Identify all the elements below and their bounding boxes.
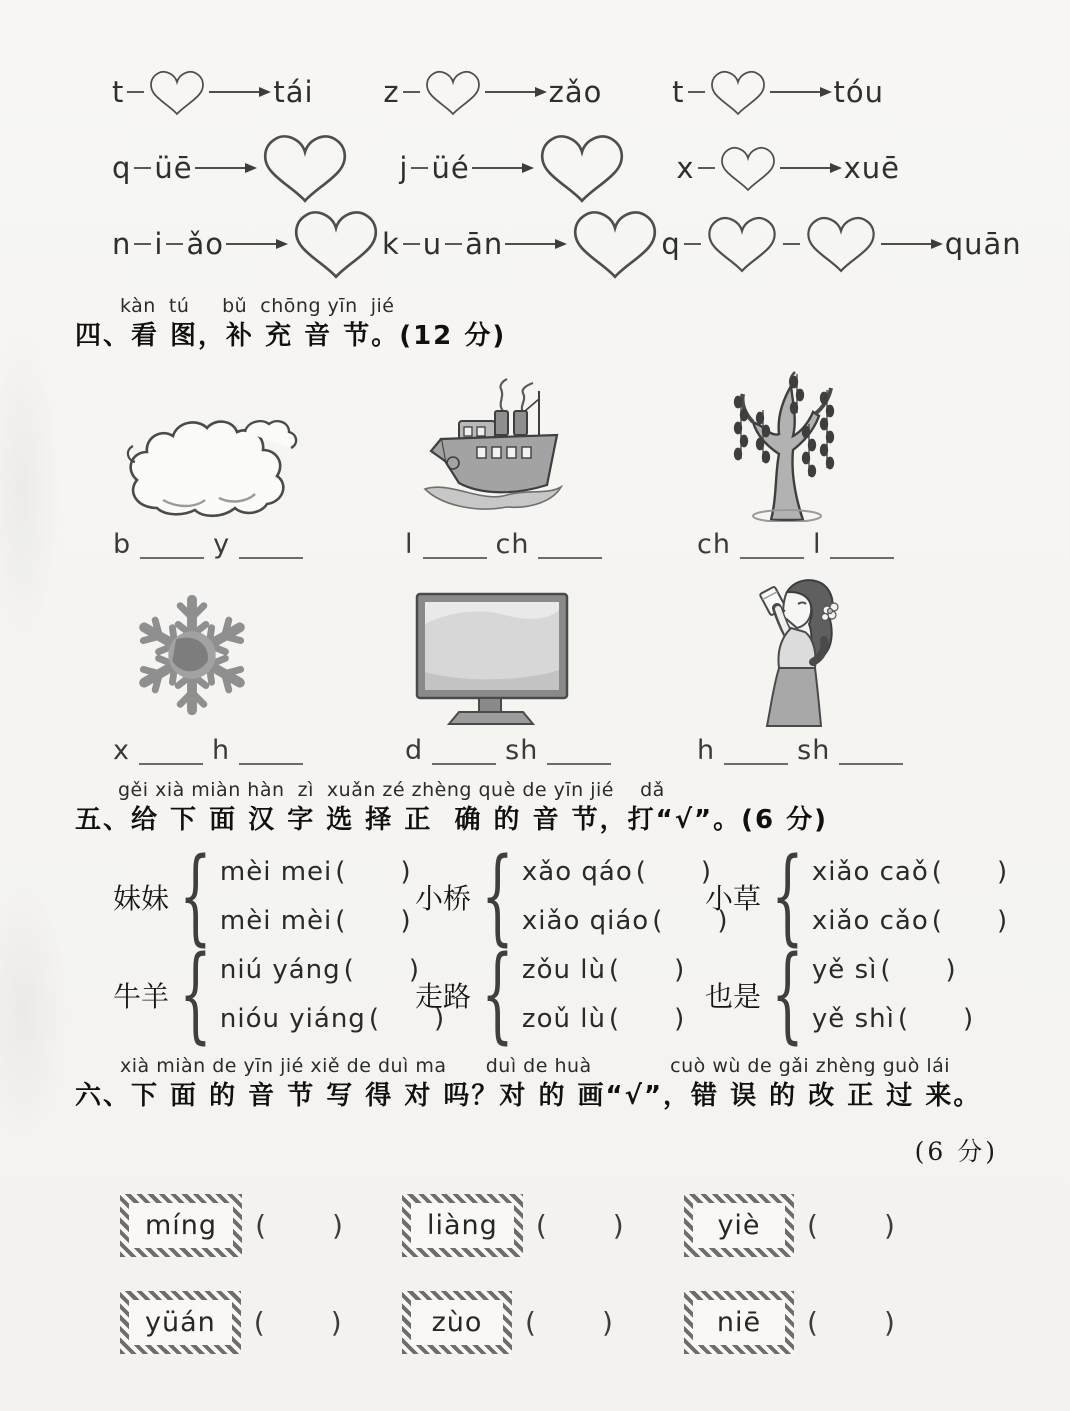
syllable-blank-line	[405, 734, 697, 768]
hanzi-word: 走路	[415, 979, 472, 1013]
arrow-icon	[226, 237, 288, 251]
close-paren: )	[332, 1208, 343, 1242]
open-paren: (	[335, 906, 347, 937]
arrow-icon	[881, 237, 943, 251]
heart-syllable-item	[112, 129, 351, 207]
section-5-choose-correct-pinyin	[75, 778, 1070, 1055]
scan-artifact	[0, 320, 62, 660]
pinyin-text: t	[672, 74, 685, 109]
pinyin-choice-group	[415, 933, 705, 1055]
heart-shape-icon	[147, 67, 207, 118]
close-paren: )	[400, 857, 412, 888]
section-4-look-at-pictures	[75, 294, 1070, 768]
pinyin-text: z	[383, 74, 400, 109]
syllable-blank-line	[697, 528, 989, 562]
heart-syllable-item	[661, 212, 1021, 276]
heart-syllable-item	[672, 67, 884, 118]
heart-syllable-item	[676, 143, 900, 194]
option-pinyin: xiǎo cǎo	[811, 906, 929, 937]
connector-line	[688, 91, 705, 93]
heart-syllable-exercise	[112, 0, 1070, 282]
open-paren: (	[652, 906, 664, 937]
pinyin-text: t	[112, 74, 125, 109]
initial-letter: h	[211, 735, 231, 766]
pinyin-choice-group	[705, 835, 1070, 958]
syllable-check-item	[120, 1194, 402, 1257]
pinyin-options	[812, 855, 1008, 938]
open-paren: (	[931, 906, 943, 937]
syllable-blank-line	[113, 528, 405, 562]
initial-letter: d	[405, 735, 424, 766]
option-pinyin: xǎo qáo	[521, 857, 633, 888]
heart-shape-icon	[423, 67, 483, 118]
answer-parens	[254, 1306, 342, 1339]
pinyin-text: quān	[944, 226, 1022, 261]
connector-line	[684, 243, 701, 245]
locust-tree-image	[697, 372, 989, 522]
syllable-check-item	[684, 1194, 1070, 1257]
initial-letter: y	[213, 529, 231, 560]
pinyin-text: k	[381, 226, 400, 261]
picture-syllable-item	[113, 562, 405, 768]
pinyin-choice-group	[705, 933, 1070, 1055]
decorated-syllable-box: yiè	[684, 1194, 794, 1257]
close-paren: )	[945, 955, 957, 986]
heart-syllable-item	[382, 205, 661, 283]
brace-glyph: {	[179, 835, 212, 958]
initial-letter: h	[697, 735, 716, 766]
pinyin-text: üē	[154, 150, 193, 185]
close-paren: )	[996, 906, 1009, 937]
close-paren: )	[408, 955, 420, 986]
pinyin-option	[220, 904, 412, 938]
pinyin-option	[812, 953, 974, 987]
close-paren: )	[700, 857, 713, 888]
pinyin-text: q	[661, 226, 681, 261]
fill-in-blank	[538, 549, 602, 559]
syllable-blank-line	[405, 528, 697, 562]
close-paren: )	[717, 906, 729, 937]
hanzi-word: 小草	[705, 881, 762, 915]
cloud-image	[113, 372, 405, 522]
close-paren: )	[433, 1004, 446, 1035]
hanzi-word: 小桥	[415, 881, 472, 915]
pinyin-text: üé	[431, 150, 470, 185]
scan-artifact	[0, 880, 68, 1140]
pinyin-choice-group	[415, 835, 729, 958]
initial-letter: ch	[495, 529, 530, 560]
pinyin-option	[522, 1002, 685, 1036]
pinyin-options	[522, 953, 685, 1036]
option-pinyin: yě sì	[811, 955, 878, 986]
brace-glyph: {	[771, 933, 804, 1055]
initial-letter: l	[812, 529, 822, 560]
pinyin-text: xuē	[843, 150, 900, 185]
brace-glyph: {	[481, 835, 514, 958]
answer-parens	[807, 1306, 895, 1339]
fill-in-blank	[423, 549, 487, 559]
pinyin-text: tóu	[833, 74, 884, 109]
picture-syllable-grid	[113, 354, 1070, 768]
answer-parens	[807, 1209, 895, 1242]
heart-shape-icon	[259, 129, 351, 207]
hanzi-word: 牛羊	[113, 979, 170, 1013]
open-paren: (	[807, 1305, 818, 1339]
decorated-syllable-box: liàng	[402, 1194, 523, 1257]
open-paren: (	[525, 1305, 536, 1339]
pinyin-choice-grid	[113, 835, 1070, 1055]
heart-exercise-row	[112, 54, 884, 130]
picture-syllable-item	[405, 354, 697, 562]
option-pinyin: zoǔ lù	[521, 1004, 606, 1035]
pinyin-text: zǎo	[548, 74, 603, 109]
option-pinyin: xiǎo qiáo	[521, 906, 650, 937]
arrow-icon	[770, 85, 832, 99]
option-pinyin: nióu yiáng	[219, 1004, 366, 1035]
heart-shape-icon	[708, 67, 768, 118]
pinyin-option	[522, 855, 729, 889]
fill-in-blank	[140, 549, 204, 559]
open-paren: (	[253, 1305, 265, 1339]
pinyin-text: i	[154, 226, 164, 261]
connector-line	[403, 91, 420, 93]
open-paren: (	[880, 955, 892, 986]
syllable-check-item	[402, 1291, 684, 1354]
option-pinyin: mèi mèi	[219, 906, 333, 937]
open-paren: (	[255, 1208, 266, 1242]
open-paren: (	[335, 857, 347, 888]
fill-in-blank	[239, 755, 303, 765]
pinyin-options	[522, 855, 729, 938]
arrow-icon	[195, 161, 257, 175]
picture-syllable-item	[113, 354, 405, 562]
pinyin-option	[220, 855, 412, 889]
picture-syllable-item	[405, 562, 697, 768]
brace-glyph: {	[481, 933, 514, 1055]
connector-line	[134, 243, 151, 245]
initial-letter: sh	[797, 735, 831, 766]
heart-exercise-row	[112, 130, 900, 206]
pinyin-text: ǎo	[186, 226, 224, 261]
initial-letter: sh	[505, 735, 539, 766]
close-paren: )	[674, 955, 686, 986]
pinyin-text: q	[112, 150, 132, 185]
fill-in-blank	[830, 549, 894, 559]
heart-shape-icon	[718, 143, 778, 194]
fill-in-blank	[239, 549, 303, 559]
connector-line	[166, 243, 183, 245]
girl-drinking-image	[697, 578, 989, 728]
pinyin-option	[522, 953, 685, 987]
hanzi-word: 妹妹	[113, 881, 170, 915]
fill-in-blank	[139, 755, 203, 765]
open-paren: (	[343, 955, 355, 986]
pinyin-option	[812, 904, 1008, 938]
pinyin-option	[812, 1002, 974, 1036]
brace-glyph: {	[179, 933, 212, 1055]
heart-syllable-item	[399, 129, 627, 207]
arrow-icon	[505, 237, 567, 251]
connector-line	[403, 243, 420, 245]
syllable-blank-line	[113, 734, 405, 768]
open-paren: (	[807, 1208, 818, 1242]
section-6-score-note: (6 分)	[914, 1136, 998, 1166]
close-paren: )	[883, 1305, 895, 1339]
connector-line	[445, 243, 462, 245]
heart-shape-icon	[704, 212, 780, 276]
picture-syllable-item	[697, 562, 989, 768]
fill-in-blank	[740, 549, 804, 559]
section-5-pinyin: gěi xià miàn hàn zì xuǎn zé zhèng què de yīn jié dǎ	[118, 779, 665, 801]
pinyin-text: u	[422, 226, 443, 261]
connector-line	[411, 167, 428, 169]
snowflake-image	[113, 578, 405, 728]
connector-line	[783, 243, 800, 245]
pinyin-text: x	[676, 150, 695, 185]
decorated-syllable-box: míng	[120, 1194, 242, 1257]
option-pinyin: niú yáng	[219, 955, 341, 986]
open-paren: (	[608, 955, 621, 986]
close-paren: )	[601, 1305, 613, 1339]
heart-syllable-item	[383, 67, 602, 118]
heart-exercise-row	[112, 206, 1022, 282]
pinyin-options	[812, 953, 974, 1036]
initial-letter: l	[405, 529, 414, 560]
heart-shape-icon	[536, 129, 628, 207]
pinyin-option	[812, 855, 1008, 889]
open-paren: (	[931, 857, 943, 888]
initial-letter: b	[113, 529, 132, 560]
open-paren: (	[368, 1004, 380, 1035]
open-paren: (	[897, 1004, 909, 1035]
section-4-heading: 四、看 图，补 充 音 节。(12 分)	[75, 321, 507, 351]
pinyin-choice-group	[113, 835, 415, 958]
pinyin-option	[522, 904, 729, 938]
pinyin-option	[220, 953, 445, 987]
initial-letter: x	[113, 735, 130, 766]
pinyin-options	[220, 855, 412, 938]
connector-line	[134, 167, 151, 169]
section-5-heading: 五、给 下 面 汉 字 选 择 正 确 的 音 节，打“√”。(6 分)	[75, 805, 829, 835]
heart-syllable-item	[112, 205, 382, 283]
hanzi-word: 也是	[705, 979, 762, 1013]
close-paren: )	[674, 1004, 686, 1035]
option-pinyin: mèi mei	[219, 857, 333, 888]
pinyin-text: j	[399, 150, 409, 185]
pinyin-text: ān	[465, 226, 504, 261]
section-6-heading: 六、下 面 的 音 节 写 得 对 吗？对 的 画“√”，错 误 的 改 正 过 来。	[75, 1080, 982, 1111]
pinyin-text: tái	[273, 74, 314, 109]
arrow-icon	[472, 161, 534, 175]
close-paren: )	[883, 1208, 895, 1242]
decorated-syllable-box: zùo	[402, 1291, 512, 1354]
steamship-image	[405, 372, 697, 522]
close-paren: )	[400, 906, 412, 937]
fill-in-blank	[547, 755, 611, 765]
heart-shape-icon	[290, 205, 382, 283]
open-paren: (	[635, 857, 647, 888]
connector-line	[127, 91, 144, 93]
arrow-icon	[209, 85, 271, 99]
section-6-pinyin: xià miàn de yīn jié xiě de duì ma duì de huà cuò wù de gǎi zhèng guò lái	[120, 1054, 951, 1077]
open-paren: (	[608, 1004, 621, 1035]
heart-shape-icon	[803, 212, 879, 276]
pinyin-options	[220, 953, 445, 1036]
decorated-syllable-box: yüán	[120, 1291, 241, 1354]
section-4-pinyin: kàn tú bǔ chōng yīn jié	[120, 295, 395, 317]
syllable-check-grid	[120, 1194, 1070, 1354]
answer-parens	[525, 1306, 613, 1339]
close-paren: )	[330, 1305, 342, 1339]
brace-glyph: {	[771, 835, 804, 958]
answer-parens	[255, 1209, 343, 1242]
initial-letter: ch	[697, 529, 731, 560]
connector-line	[698, 167, 715, 169]
picture-syllable-item	[697, 354, 989, 562]
answer-parens	[536, 1209, 624, 1242]
open-paren: (	[535, 1208, 547, 1242]
close-paren: )	[996, 857, 1009, 888]
heart-syllable-item	[112, 67, 314, 118]
syllable-blank-line	[697, 734, 989, 768]
option-pinyin: zǒu lù	[521, 955, 606, 986]
decorated-syllable-box: niē	[684, 1291, 794, 1354]
close-paren: )	[612, 1208, 624, 1242]
pinyin-text: n	[112, 226, 132, 261]
pinyin-option	[220, 1002, 445, 1036]
syllable-check-item	[120, 1291, 402, 1354]
syllable-check-item	[402, 1194, 684, 1257]
arrow-icon	[780, 161, 842, 175]
fill-in-blank	[432, 755, 496, 765]
option-pinyin: yě shì	[811, 1004, 895, 1035]
arrow-icon	[485, 85, 547, 99]
fill-in-blank	[724, 755, 788, 765]
fill-in-blank	[839, 755, 903, 765]
section-6-correct-the-syllables	[75, 1054, 1070, 1354]
close-paren: )	[962, 1004, 975, 1035]
option-pinyin: xiǎo caǒ	[811, 857, 929, 888]
syllable-check-item	[684, 1291, 1070, 1354]
television-image	[405, 578, 697, 728]
heart-shape-icon	[569, 205, 661, 283]
